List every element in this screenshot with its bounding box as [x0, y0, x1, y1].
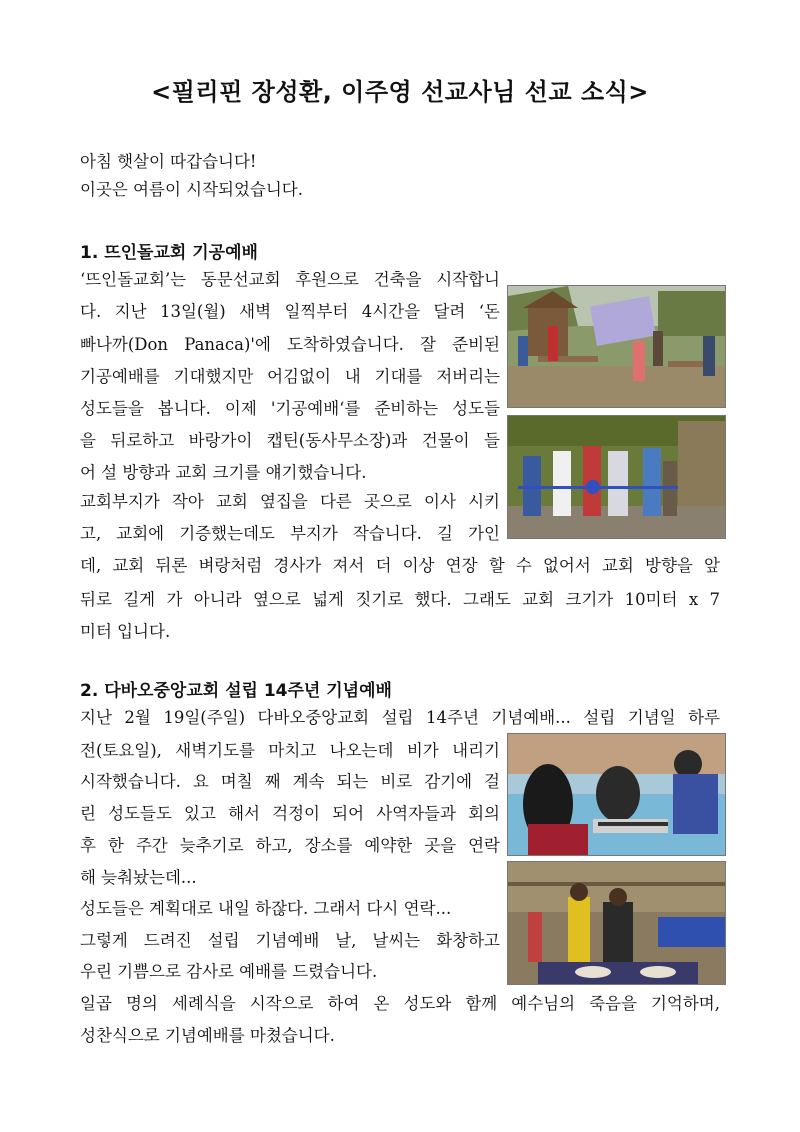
section1-line: 교회부지가 작아 교회 옆집을 다른 곳으로 이사 시키: [80, 492, 500, 511]
photo-groundbreaking-gathering: [507, 285, 726, 408]
section2-line: 해 늦춰놨는데...: [80, 868, 197, 887]
section2-line: 린 성도들도 있고 해서 걱정이 되어 사역자들과 회의: [80, 804, 500, 823]
section2-line: 일곱 명의 세례식을 시작으로 하여 온 성도와 함께 예수님의 죽음을 기억하며,: [80, 994, 720, 1013]
section1-line: 다. 지난 13일(월) 새벽 일찍부터 4시간을 달려 ‘돈: [80, 302, 500, 321]
section1-line: 빠나까(Don Panaca)'에 도착하였습니다. 잘 준비된: [80, 335, 500, 354]
section1-line: 어 설 방향과 교회 크기를 얘기했습니다.: [80, 463, 367, 482]
section2-line: 시작했습니다. 요 며칠 째 계속 되는 비로 감기에 걸: [80, 772, 500, 791]
section2-line: 성도들은 계획대로 내일 하잖다. 그래서 다시 연락...: [80, 899, 452, 918]
section2-line: 우린 기쁨으로 감사로 예배를 드렸습니다.: [80, 962, 378, 981]
section1-line: 뒤로 길게 가 아니라 옆으로 넓게 짓기로 했다. 그래도 교회 크기가 10미터 x 7: [80, 590, 720, 609]
page-title: <필리핀 장성환, 이주영 선교사님 선교 소식>: [151, 78, 649, 106]
section2-line: 성찬식으로 기념예배를 마쳤습니다.: [80, 1026, 335, 1045]
section1-line: 성도들을 봅니다. 이제 '기공예배‘를 준비하는 성도들: [80, 399, 500, 418]
section1-line: 을 뒤로하고 바랑가이 캡틴(동사무소장)과 건물이 들: [80, 431, 500, 450]
section1-line: 데, 교회 뒤론 벼랑처럼 경사가 져서 더 이상 연장 할 수 없어서 교회 방향을 앞: [80, 556, 720, 575]
section2-line: 후 한 주간 늦추기로 하고, 장소를 예약한 곳을 연락: [80, 836, 500, 855]
section-heading-2: 2. 다바오중앙교회 설립 14주년 기념예배: [80, 681, 392, 701]
section1-line: 고, 교회에 기증했는데도 부지가 작습니다. 길 가인: [80, 524, 500, 543]
photo-baptism: [507, 733, 726, 856]
photo-communion: [507, 861, 726, 985]
section-heading-1: 1. 뜨인돌교회 기공예배: [80, 243, 258, 263]
section2-line: 전(토요일), 새벽기도를 마치고 나오는데 비가 내리기: [80, 741, 500, 760]
section2-line: 그렇게 드려진 설립 기념예배 날, 날씨는 화창하고: [80, 931, 500, 950]
section2-line: 지난 2월 19일(주일) 다바오중앙교회 설립 14주년 기념예배... 설립 기념일 하루: [80, 708, 720, 727]
section1-line: 기공예배를 기대했지만 어김없이 내 기대를 저버리는: [80, 367, 500, 386]
section1-line: ‘뜨인돌교회’는 동문선교회 후원으로 건축을 시작합니: [80, 270, 500, 289]
intro-line-1: 아침 햇살이 따갑습니다!: [80, 152, 257, 171]
section1-line: 미터 입니다.: [80, 622, 171, 641]
intro-line-2: 이곳은 여름이 시작되었습니다.: [80, 180, 303, 199]
photo-ribbon-cutting: [507, 415, 726, 539]
